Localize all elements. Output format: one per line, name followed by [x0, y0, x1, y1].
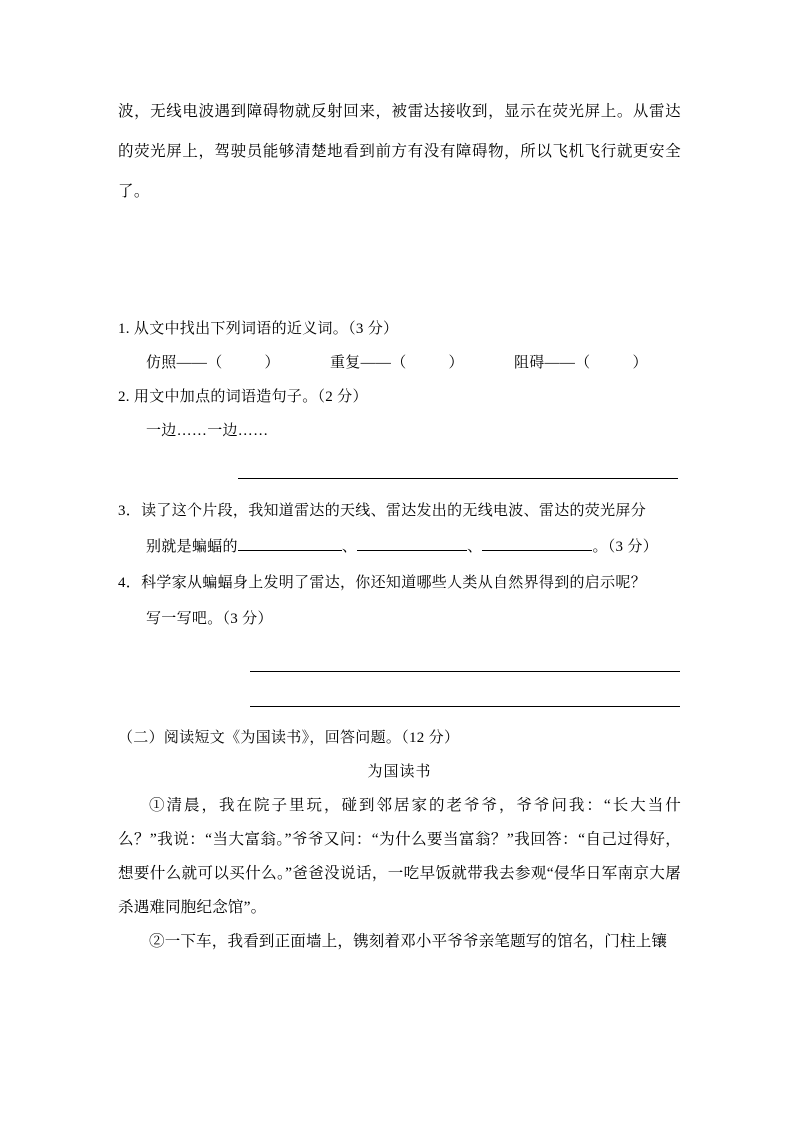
synonym-paren-left: （ [207, 355, 223, 371]
synonym-paren-right: ） [448, 355, 464, 371]
question-3-line1: 3．读了这个片段，我知道雷达的天线、雷达发出的无线电波、雷达的荧光屏分 [118, 503, 647, 519]
question-3 [118, 493, 681, 565]
question-1-synonym-row [118, 346, 681, 380]
fill-blank-3[interactable] [482, 550, 592, 551]
synonym-dash: —— [176, 355, 208, 371]
answer-line-wrapper [118, 448, 681, 479]
article-title: 为国读书 [367, 764, 432, 780]
synonym-paren-right: ） [632, 355, 648, 371]
fill-blank-2[interactable] [357, 550, 467, 551]
synonym-item-3 [514, 346, 648, 380]
question-4 [118, 565, 681, 637]
fill-blank-1[interactable] [238, 550, 342, 551]
section-two-heading: （二）阅读短文《为国读书》，回答问题。（12 分） [118, 730, 460, 746]
synonym-dash: —— [544, 355, 576, 371]
question-1-text: 1. 从文中找出下列词语的近义词。（3 分） [118, 321, 399, 337]
answer-line-wrapper [118, 637, 681, 672]
synonym-item-1 [146, 346, 280, 380]
answer-line-wrapper [118, 672, 681, 707]
synonym-paren-right: ） [264, 355, 280, 371]
synonym-item-2 [330, 346, 464, 380]
synonym-dash: —— [360, 355, 392, 371]
spacer [118, 479, 681, 493]
synonym-paren-left: （ [575, 355, 591, 371]
spacer [118, 707, 681, 721]
spacer [118, 282, 681, 312]
synonym-word: 阻碍 [513, 355, 545, 371]
question-4-line1: 4．科学家从蝙蝠身上发明了雷达，你还知道哪些人类从自然界得到的启示呢？ [118, 575, 647, 591]
passage-paragraph: 波，无线电波遇到障碍物就反射回来，被雷达接收到，显示在荧光屏上。从雷达的荧光屏上，驾驶员能够清楚地看到前方有没有障碍物，所以飞机飞行就更安全了。 [118, 103, 681, 200]
synonym-word: 重复 [329, 355, 361, 371]
question-2-text: 2. 用文中加点的词语造句子。（2 分） [118, 389, 368, 405]
question-4-line2: 写一写吧。（3 分） [146, 611, 273, 627]
article-paragraph-2: ②一下车，我看到正面墙上，镌刻着邓小平爷爷亲笔题写的馆名，门柱上镶 [149, 933, 668, 950]
spacer [118, 212, 681, 282]
article-paragraph-1: ①清晨，我在院子里玩，碰到邻居家的老爷爷，爷爷问我：“长大当什么？”我说：“当大富翁。”爷爷又问：“为什么要当富翁？”我回答：“自己过得好，想要什么就可以买什么。”爸爸没说话，一吃早饭就带我去参观“侵华日军南京大屠杀遇难同胞纪念馆”。 [118, 797, 681, 916]
question-2-prompt: 一边……一边…… [146, 423, 269, 439]
synonym-paren-left: （ [391, 355, 407, 371]
question-3-line2: 别就是蝙蝠的 、 、 。（3 分） [146, 539, 658, 555]
synonym-word: 仿照 [146, 355, 177, 371]
